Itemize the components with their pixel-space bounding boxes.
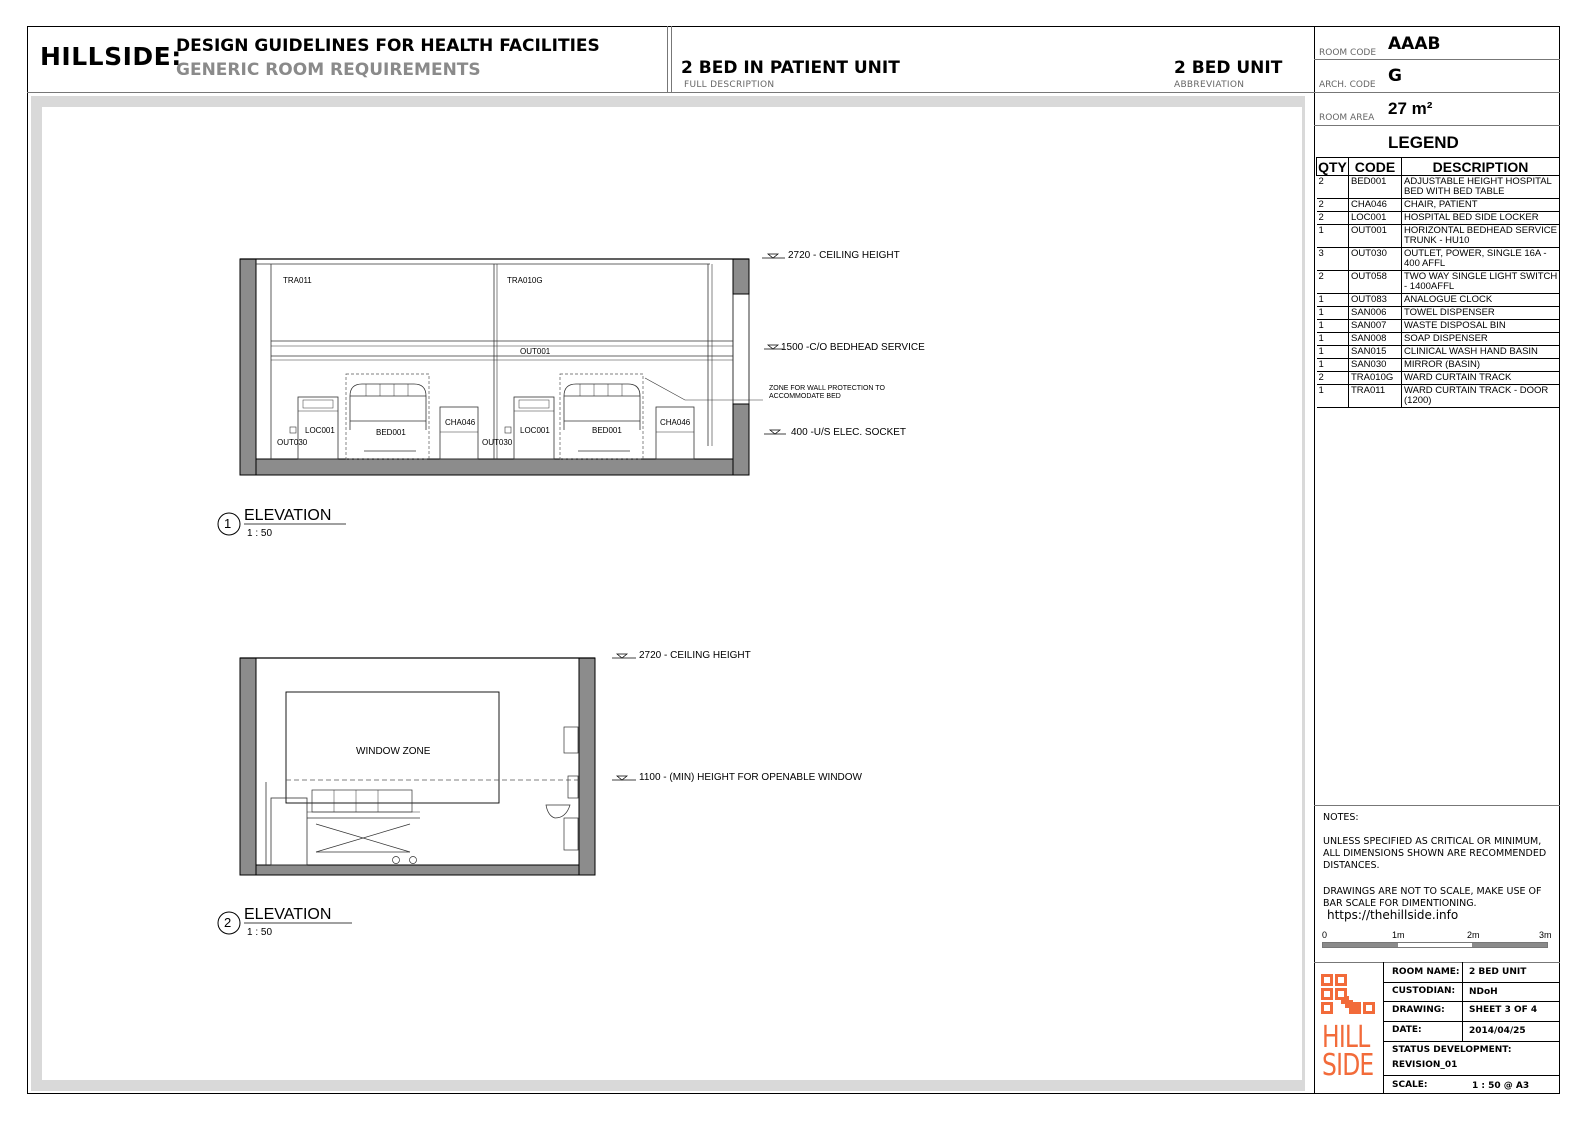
table-row xyxy=(1317,294,1560,307)
room-name-value: 2 BED UNIT xyxy=(1469,967,1527,977)
table-row xyxy=(1317,333,1560,346)
status-label: STATUS DEVELOPMENT: xyxy=(1392,1045,1512,1055)
scale-label: SCALE: xyxy=(1392,1080,1428,1090)
scale-bar-segment-3 xyxy=(1472,943,1547,947)
legend-code: TRA010G xyxy=(1349,372,1402,385)
legend-desc: ADJUSTABLE HEIGHT HOSPITAL BED WITH BED TABLE xyxy=(1402,176,1560,199)
elev1-socket-level-marker xyxy=(764,430,786,434)
scale-bar-label-2m: 2m xyxy=(1467,930,1480,940)
notes-heading: NOTES: xyxy=(1323,812,1359,823)
tag-out001: OUT001 xyxy=(520,347,551,356)
legend-code: SAN006 xyxy=(1349,307,1402,320)
note-dimensions: UNLESS SPECIFIED AS CRITICAL OR MINIMUM, ALL DIMENSIONS SHOWN ARE RECOMMENDED DISTANCES. xyxy=(1323,836,1547,871)
window-zone-label: WINDOW ZONE xyxy=(356,746,431,757)
full-description: 2 BED IN PATIENT UNIT xyxy=(681,58,900,78)
arch-code-divider xyxy=(1314,92,1560,93)
legend-code: SAN007 xyxy=(1349,320,1402,333)
legend-qty: 1 xyxy=(1317,307,1349,320)
tag-tra010g: TRA010G xyxy=(507,276,543,285)
room-area-divider xyxy=(1314,125,1560,126)
elev1-ceiling-level-marker xyxy=(762,254,785,258)
legend-header-row xyxy=(1317,158,1560,176)
abbreviation: 2 BED UNIT xyxy=(1174,58,1283,78)
elevation-1-title: ELEVATION xyxy=(244,507,332,524)
scale-bar xyxy=(1322,942,1548,948)
scale-bar-label-1m: 1m xyxy=(1392,930,1405,940)
full-description-label: FULL DESCRIPTION xyxy=(684,80,775,90)
legend-qty: 1 xyxy=(1317,346,1349,359)
tb-row-line-3 xyxy=(1383,1021,1560,1022)
elev2-right-wall xyxy=(579,658,595,875)
title-block-label-divider xyxy=(1462,962,1463,1042)
tag-cha046-1: CHA046 xyxy=(445,418,476,427)
guideline-subtitle: GENERIC ROOM REQUIREMENTS xyxy=(176,60,481,80)
legend-desc: OUTLET, POWER, SINGLE 16A - 400 AFFL xyxy=(1402,248,1560,271)
table-row xyxy=(1317,212,1560,225)
elevation-1-number: 1 xyxy=(224,516,232,531)
scale-value: 1 : 50 @ A3 xyxy=(1472,1081,1530,1091)
elev2-window-level-text: 1100 - (MIN) HEIGHT FOR OPENABLE WINDOW xyxy=(639,772,862,783)
website-url: https://thehillside.info xyxy=(1327,908,1459,922)
legend-code: OUT083 xyxy=(1349,294,1402,307)
table-row xyxy=(1317,385,1560,408)
legend-table xyxy=(1316,157,1560,408)
guideline-title: DESIGN GUIDELINES FOR HEALTH FACILITIES xyxy=(176,36,600,56)
elev2-floor-slab xyxy=(240,865,595,875)
table-row xyxy=(1317,248,1560,271)
table-row xyxy=(1317,359,1560,372)
legend-desc: HOSPITAL BED SIDE LOCKER xyxy=(1402,212,1560,225)
legend-desc: CHAIR, PATIENT xyxy=(1402,199,1560,212)
room-area-label: ROOM AREA xyxy=(1319,113,1375,123)
notes-divider xyxy=(1314,805,1560,806)
legend-qty: 1 xyxy=(1317,385,1349,408)
legend-title: LEGEND xyxy=(1388,133,1459,152)
legend-code: SAN015 xyxy=(1349,346,1402,359)
note-scale: DRAWINGS ARE NOT TO SCALE, MAKE USE OF BAR SCALE FOR DIMENTIONING. xyxy=(1323,886,1542,909)
tb-row-line-4 xyxy=(1383,1041,1560,1042)
elev2-ceiling-level-marker xyxy=(612,654,636,658)
legend-qty: 1 xyxy=(1317,359,1349,372)
date-label: DATE: xyxy=(1392,1025,1422,1035)
legend-desc: TWO WAY SINGLE LIGHT SWITCH - 1400AFFL xyxy=(1402,271,1560,294)
legend-desc: HORIZONTAL BEDHEAD SERVICE TRUNK - HU10 xyxy=(1402,225,1560,248)
table-row xyxy=(1317,199,1560,212)
elevation-2-title: ELEVATION xyxy=(244,906,332,923)
elev1-left-wall xyxy=(240,259,256,475)
room-name-label: ROOM NAME: xyxy=(1392,967,1460,977)
legend-qty: 2 xyxy=(1317,271,1349,294)
scale-bar-segment-2 xyxy=(1398,943,1473,947)
legend-qty: 1 xyxy=(1317,320,1349,333)
legend-qty: 2 xyxy=(1317,199,1349,212)
scale-bar-label-0: 0 xyxy=(1322,930,1328,940)
tag-loc001-1: LOC001 xyxy=(305,426,335,435)
legend-code: LOC001 xyxy=(1349,212,1402,225)
tag-out030-2: OUT030 xyxy=(482,438,513,447)
title-block-top-line xyxy=(1314,962,1560,963)
elevation-2-number: 2 xyxy=(224,915,232,930)
legend-desc: WARD CURTAIN TRACK - DOOR (1200) xyxy=(1402,385,1560,408)
legend-desc: WASTE DISPOSAL BIN xyxy=(1402,320,1560,333)
legend-desc: MIRROR (BASIN) xyxy=(1402,359,1560,372)
table-row xyxy=(1317,176,1560,199)
table-row xyxy=(1317,320,1560,333)
tag-out030-1: OUT030 xyxy=(277,438,308,447)
room-code-divider xyxy=(1314,59,1560,60)
tag-bed001-1: BED001 xyxy=(376,428,406,437)
room-area-value: 27 m² xyxy=(1388,99,1433,118)
legend-qty: 2 xyxy=(1317,212,1349,225)
tag-bed001-2: BED001 xyxy=(592,426,622,435)
elevation-2-scale: 1 : 50 xyxy=(247,927,273,938)
drawing-value: SHEET 3 OF 4 xyxy=(1469,1005,1538,1015)
wall-protection-note: ZONE FOR WALL PROTECTION TO ACCOMMODATE BED xyxy=(769,385,885,400)
elevation-1-scale: 1 : 50 xyxy=(247,528,273,539)
legend-desc: WARD CURTAIN TRACK xyxy=(1402,372,1560,385)
elev2-window-level-marker xyxy=(612,776,636,780)
tag-loc001-2: LOC001 xyxy=(520,426,550,435)
legend-header-code: CODE xyxy=(1349,158,1402,176)
legend-header-description: DESCRIPTION xyxy=(1402,158,1560,176)
legend-code: OUT001 xyxy=(1349,225,1402,248)
legend-desc: SOAP DISPENSER xyxy=(1402,333,1560,346)
elev1-floor-slab xyxy=(240,459,749,475)
tb-row-line-1 xyxy=(1383,982,1560,983)
legend-desc: CLINICAL WASH HAND BASIN xyxy=(1402,346,1560,359)
elev1-ceiling-level-text: 2720 - CEILING HEIGHT xyxy=(788,250,900,261)
legend-code: CHA046 xyxy=(1349,199,1402,212)
revision-value: REVISION_01 xyxy=(1392,1060,1458,1070)
legend-qty: 2 xyxy=(1317,176,1349,199)
legend-header-qty: QTY xyxy=(1318,158,1347,175)
tb-row-line-2 xyxy=(1383,1001,1560,1002)
arch-code-label: ARCH. CODE xyxy=(1319,80,1376,90)
elev2-left-wall xyxy=(240,658,256,875)
elev1-right-wall-top xyxy=(733,259,749,294)
legend-qty: 2 xyxy=(1317,372,1349,385)
table-row xyxy=(1317,372,1560,385)
legend-code: SAN030 xyxy=(1349,359,1402,372)
legend-code: OUT058 xyxy=(1349,271,1402,294)
legend-qty: 1 xyxy=(1317,294,1349,307)
legend-qty: 3 xyxy=(1317,248,1349,271)
custodian-value: NDoH xyxy=(1469,987,1498,997)
table-row xyxy=(1317,346,1560,359)
room-code-value: AAAB xyxy=(1388,34,1441,54)
tb-row-line-5 xyxy=(1383,1075,1560,1076)
tag-cha046-2: CHA046 xyxy=(660,418,691,427)
legend-qty: 1 xyxy=(1317,333,1349,346)
scale-bar-segment-1 xyxy=(1323,943,1398,947)
tag-tra011: TRA011 xyxy=(283,276,312,285)
legend-code: SAN008 xyxy=(1349,333,1402,346)
elev2-ceiling-level-text: 2720 - CEILING HEIGHT xyxy=(639,650,751,661)
logo-text-hill: HILL xyxy=(1322,1020,1370,1055)
legend-desc: ANALOGUE CLOCK xyxy=(1402,294,1560,307)
table-row xyxy=(1317,271,1560,294)
legend-code: OUT030 xyxy=(1349,248,1402,271)
elev1-bedhead-level-text: 1500 -C/O BEDHEAD SERVICE xyxy=(781,342,925,353)
elev1-right-wall-bottom xyxy=(733,404,749,475)
hillside-logo-icon xyxy=(1319,970,1381,1026)
legend-desc: TOWEL DISPENSER xyxy=(1402,307,1560,320)
brand-title: HILLSIDE: xyxy=(40,42,182,71)
elev1-socket-level-text: 400 -U/S ELEC. SOCKET xyxy=(791,427,907,438)
logo-text-side: SIDE xyxy=(1322,1048,1374,1083)
notes-block xyxy=(1323,812,1559,910)
scale-bar-label-3m: 3m xyxy=(1539,930,1552,940)
room-code-label: ROOM CODE xyxy=(1319,48,1377,58)
drawing-label: DRAWING: xyxy=(1392,1005,1445,1015)
table-row xyxy=(1317,307,1560,320)
legend-qty: 1 xyxy=(1317,225,1349,248)
legend-code: TRA011 xyxy=(1349,385,1402,408)
arch-code-value: G xyxy=(1388,66,1402,86)
custodian-label: CUSTODIAN: xyxy=(1392,986,1456,996)
abbreviation-label: ABBREVIATION xyxy=(1174,80,1245,90)
table-row xyxy=(1317,225,1560,248)
date-value: 2014/04/25 xyxy=(1469,1026,1526,1036)
legend-code: BED001 xyxy=(1349,176,1402,199)
